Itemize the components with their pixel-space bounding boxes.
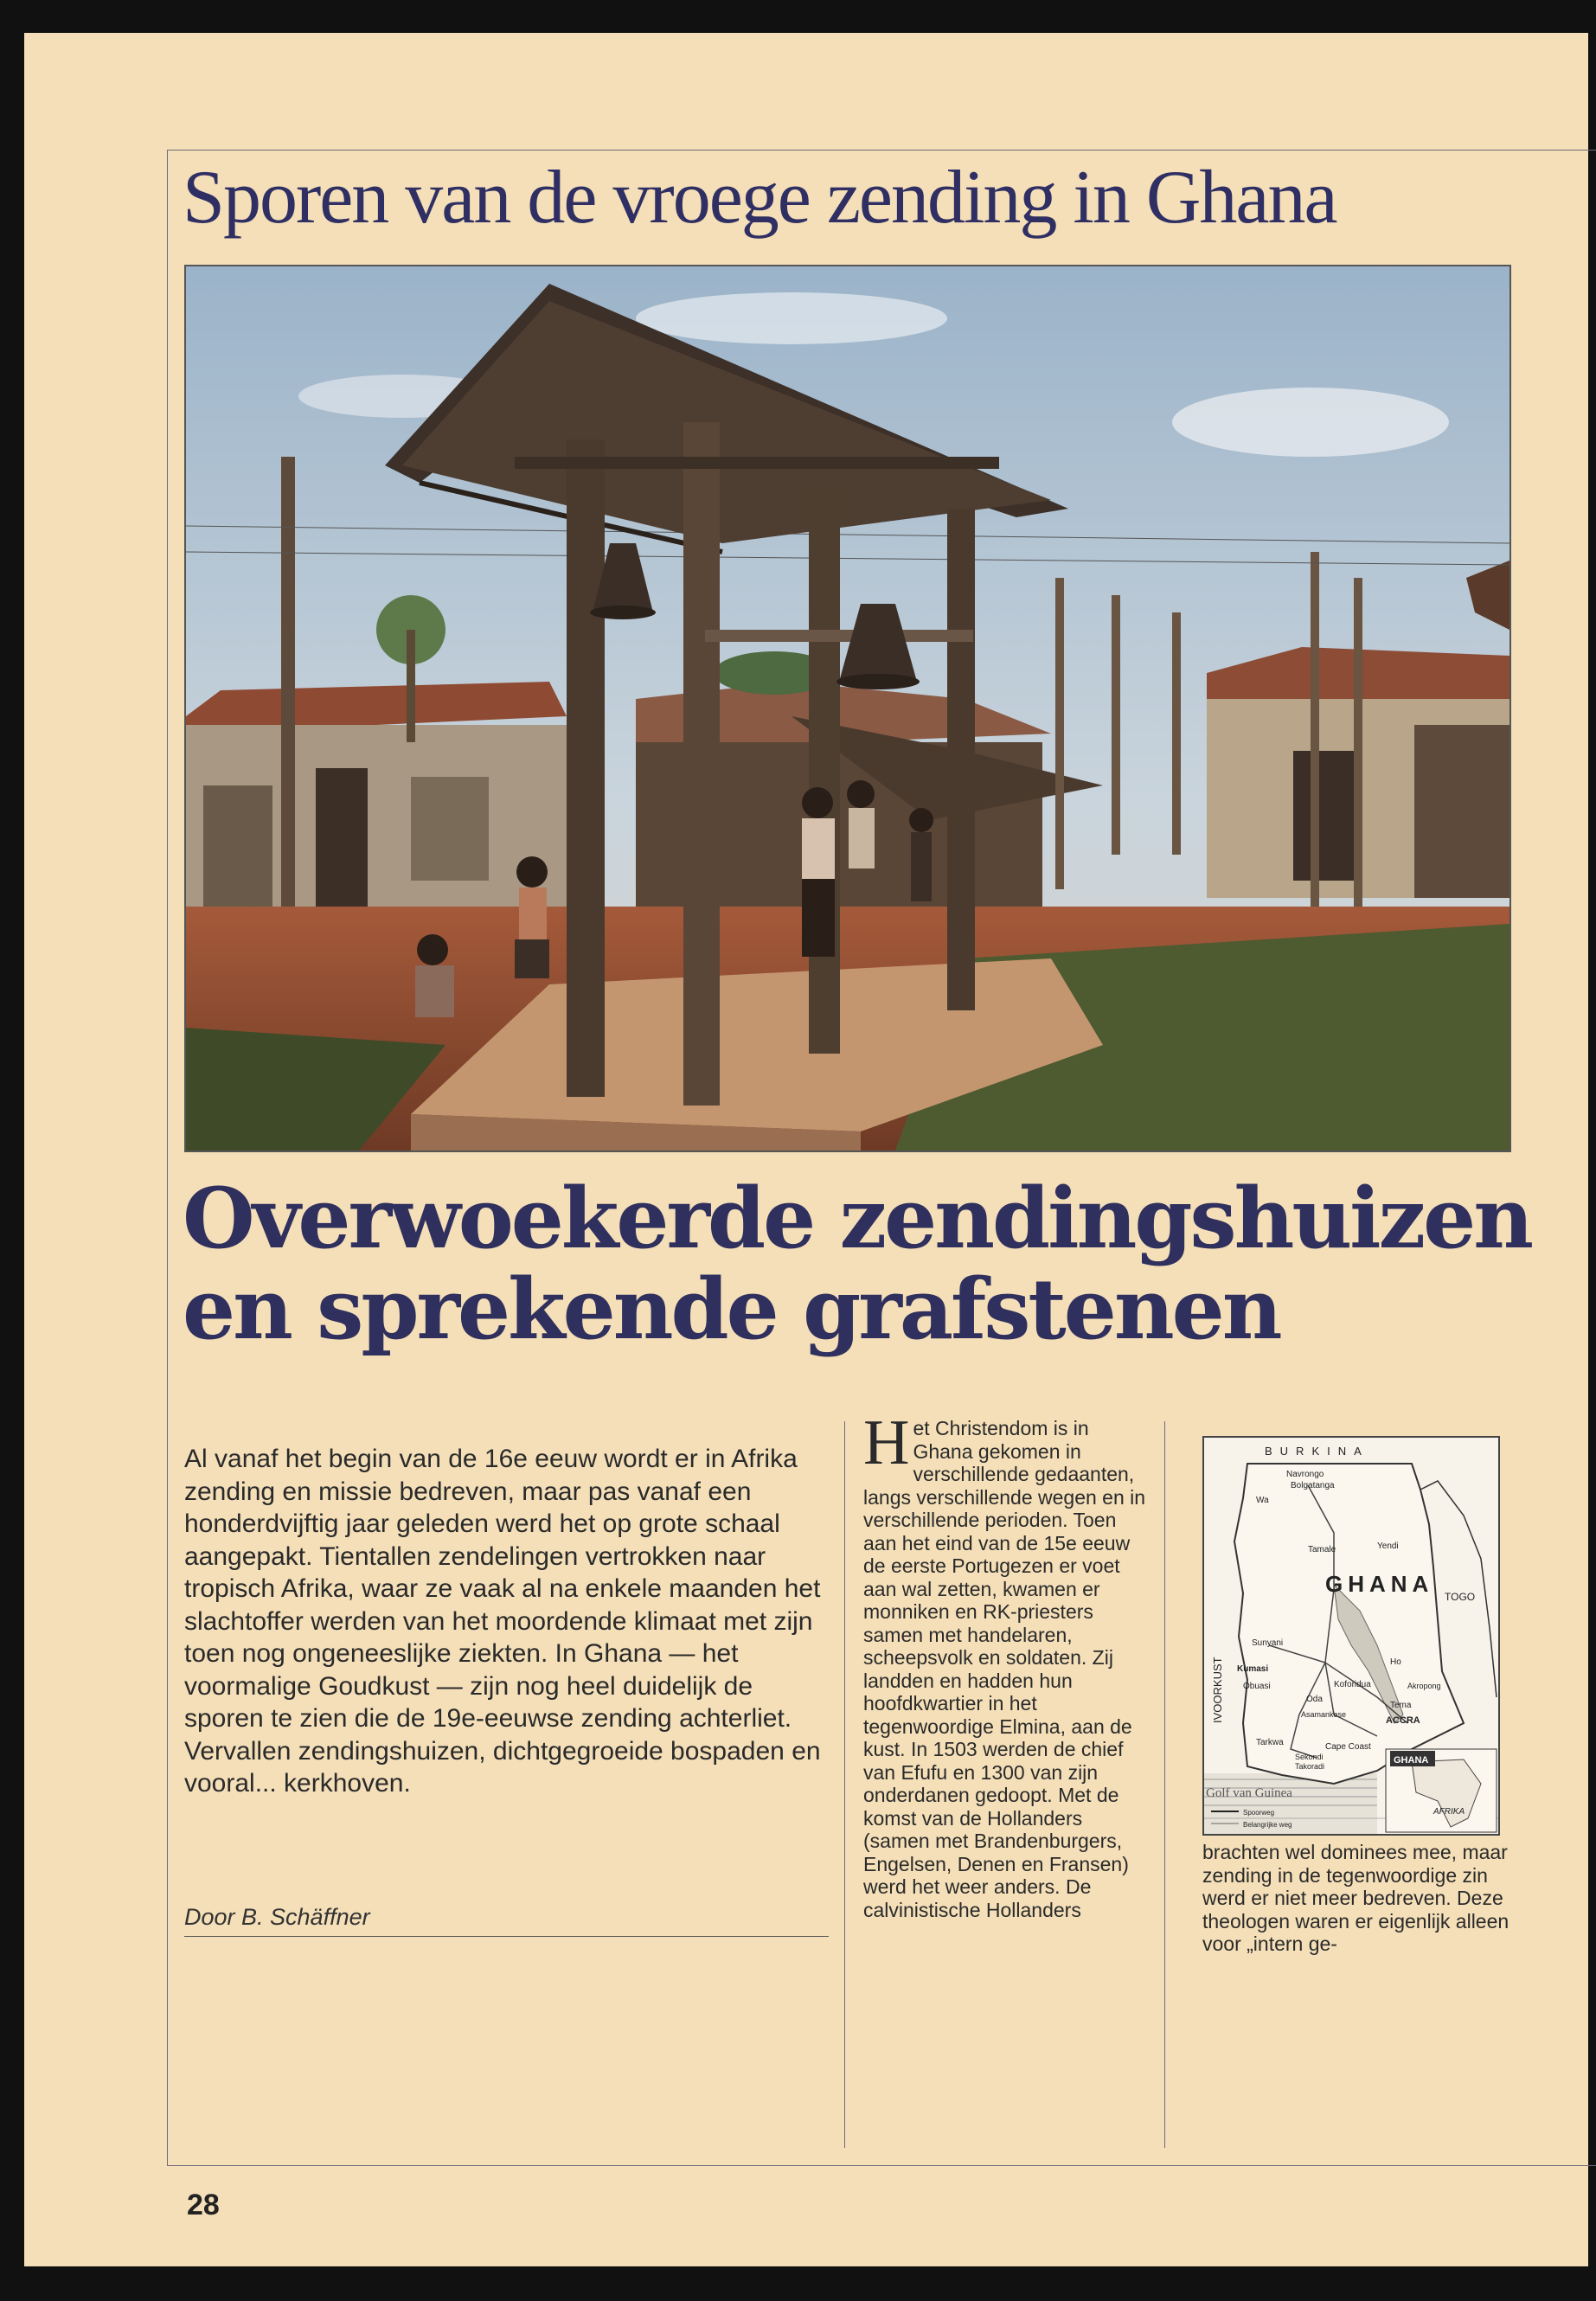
intro-paragraph: Al vanaf het begin van de 16e eeuw wordt er in Afrika zending en missie bedreven, maar pas vanaf een honderdvijftig jaar geleden werd het op grote schaal aangepakt. Tientallen zendelingen vertrokken naar tropisch Afrika, waar ze vaak al na enkele maanden het slachtoffer werden van het moordende klimaat met zijn toen nog ongeneeslijke ziekten. In Ghana — het voormalige Goudkust — zijn nog heel duidelijk de sporen te zien die de 19e-eeuwse zending achterliet. Vervallen zendingshuizen, dichtgegroeide bospaden en vooral... kerkhoven. (184, 1445, 821, 1798)
map-city-takoradi: Takoradi (1295, 1762, 1325, 1771)
map-city-kumasi: Kumasi (1237, 1664, 1269, 1674)
frame-left-rule (167, 150, 168, 2165)
map-city-oda: Oda (1306, 1695, 1323, 1704)
map-city-akropong: Akropong (1407, 1682, 1441, 1690)
map-legend-roads: Belangrijke weg (1243, 1821, 1292, 1829)
map-label-country: GHANA (1325, 1571, 1434, 1597)
map-city-koforidua: Koforidua (1334, 1680, 1371, 1689)
article-column-3: brachten wel dominees mee, maar zending in de tegenwoordige zin werd er niet meer bedreven. Deze theologen waren er eigenlijk alleen voor „intern ge- (1202, 1841, 1509, 1955)
article-column-2 (863, 1407, 1149, 1921)
map-city-accra: ACCRA (1386, 1715, 1420, 1726)
bell-tower-illustration (186, 266, 1509, 1150)
column-rule-2 (1164, 1421, 1165, 2148)
map-inset-country: GHANA (1394, 1755, 1429, 1766)
ghana-map-illustration (1204, 1438, 1498, 1834)
map-inset-continent: AFRIKA (1433, 1807, 1465, 1817)
page-title: Sporen van de vroege zending in Ghana (183, 156, 1336, 240)
frame-bottom-rule (167, 2165, 1596, 2166)
headline (183, 1170, 1532, 1358)
map-city-tema: Tema (1390, 1701, 1412, 1710)
map-label-gulf: Golf van Guinea (1206, 1786, 1292, 1800)
map-label-north: BURKINA (1265, 1445, 1369, 1458)
map-city-navrongo: Navrongo (1286, 1470, 1324, 1479)
magazine-page (24, 33, 1588, 2266)
map-city-ho: Ho (1390, 1657, 1401, 1667)
page-number: 28 (187, 2189, 220, 2221)
map-legend-railway: Spoorweg (1243, 1809, 1275, 1817)
map-label-west: IVOORKUST (1211, 1657, 1224, 1723)
map-city-bolgatanga: Bolgatanga (1291, 1481, 1335, 1490)
map-city-obuasi: Obuasi (1243, 1682, 1271, 1691)
bell-tower-photo (184, 265, 1511, 1152)
map-label-east: TOGO (1445, 1591, 1476, 1603)
map-city-sekondi: Sekondi (1295, 1753, 1324, 1761)
drop-cap: H (863, 1407, 910, 1478)
column-2-text: et Christendom is in Ghana gekomen in verschillende gedaanten, langs verschillende wegen en in verschillende perioden. Toen aan het eind van de 15e eeuw de eerste Portugezen er voet aan wal zetten, kwamen er monniken en RK-priesters samen met handelaren, scheepsvolk en soldaten. Zij landden en hadden hun hoofdkwartier in het tegenwoordige Elmina, aan de kust. In 1503 werden de chief van Efufu en 1300 van zijn onderdanen gedoopt. Met de komst van de Hollanders (samen met Brandenburgers, Engelsen, Denen en Fransen) werd het weer anders. De calvinistische Hollanders (863, 1417, 1146, 1921)
column-rule-1 (844, 1421, 845, 2148)
byline: Door B. Schäffner (184, 1904, 370, 1930)
byline-rule (184, 1936, 829, 1937)
map-city-tarkwa: Tarkwa (1256, 1738, 1284, 1747)
map-city-tamale: Tamale (1308, 1545, 1336, 1554)
ghana-map (1202, 1436, 1500, 1836)
map-city-asamankese: Asamankese (1301, 1710, 1347, 1719)
headline-line-1: Overwoekerde zendingshuizen (183, 1170, 1532, 1267)
frame-top-rule (167, 150, 1596, 151)
map-city-sunyani: Sunyani (1252, 1638, 1284, 1648)
map-city-wa: Wa (1256, 1496, 1269, 1505)
map-city-cape-coast: Cape Coast (1325, 1742, 1371, 1752)
map-city-yendi: Yendi (1377, 1541, 1399, 1551)
headline-line-2: en sprekende grafstenen (183, 1260, 1280, 1358)
